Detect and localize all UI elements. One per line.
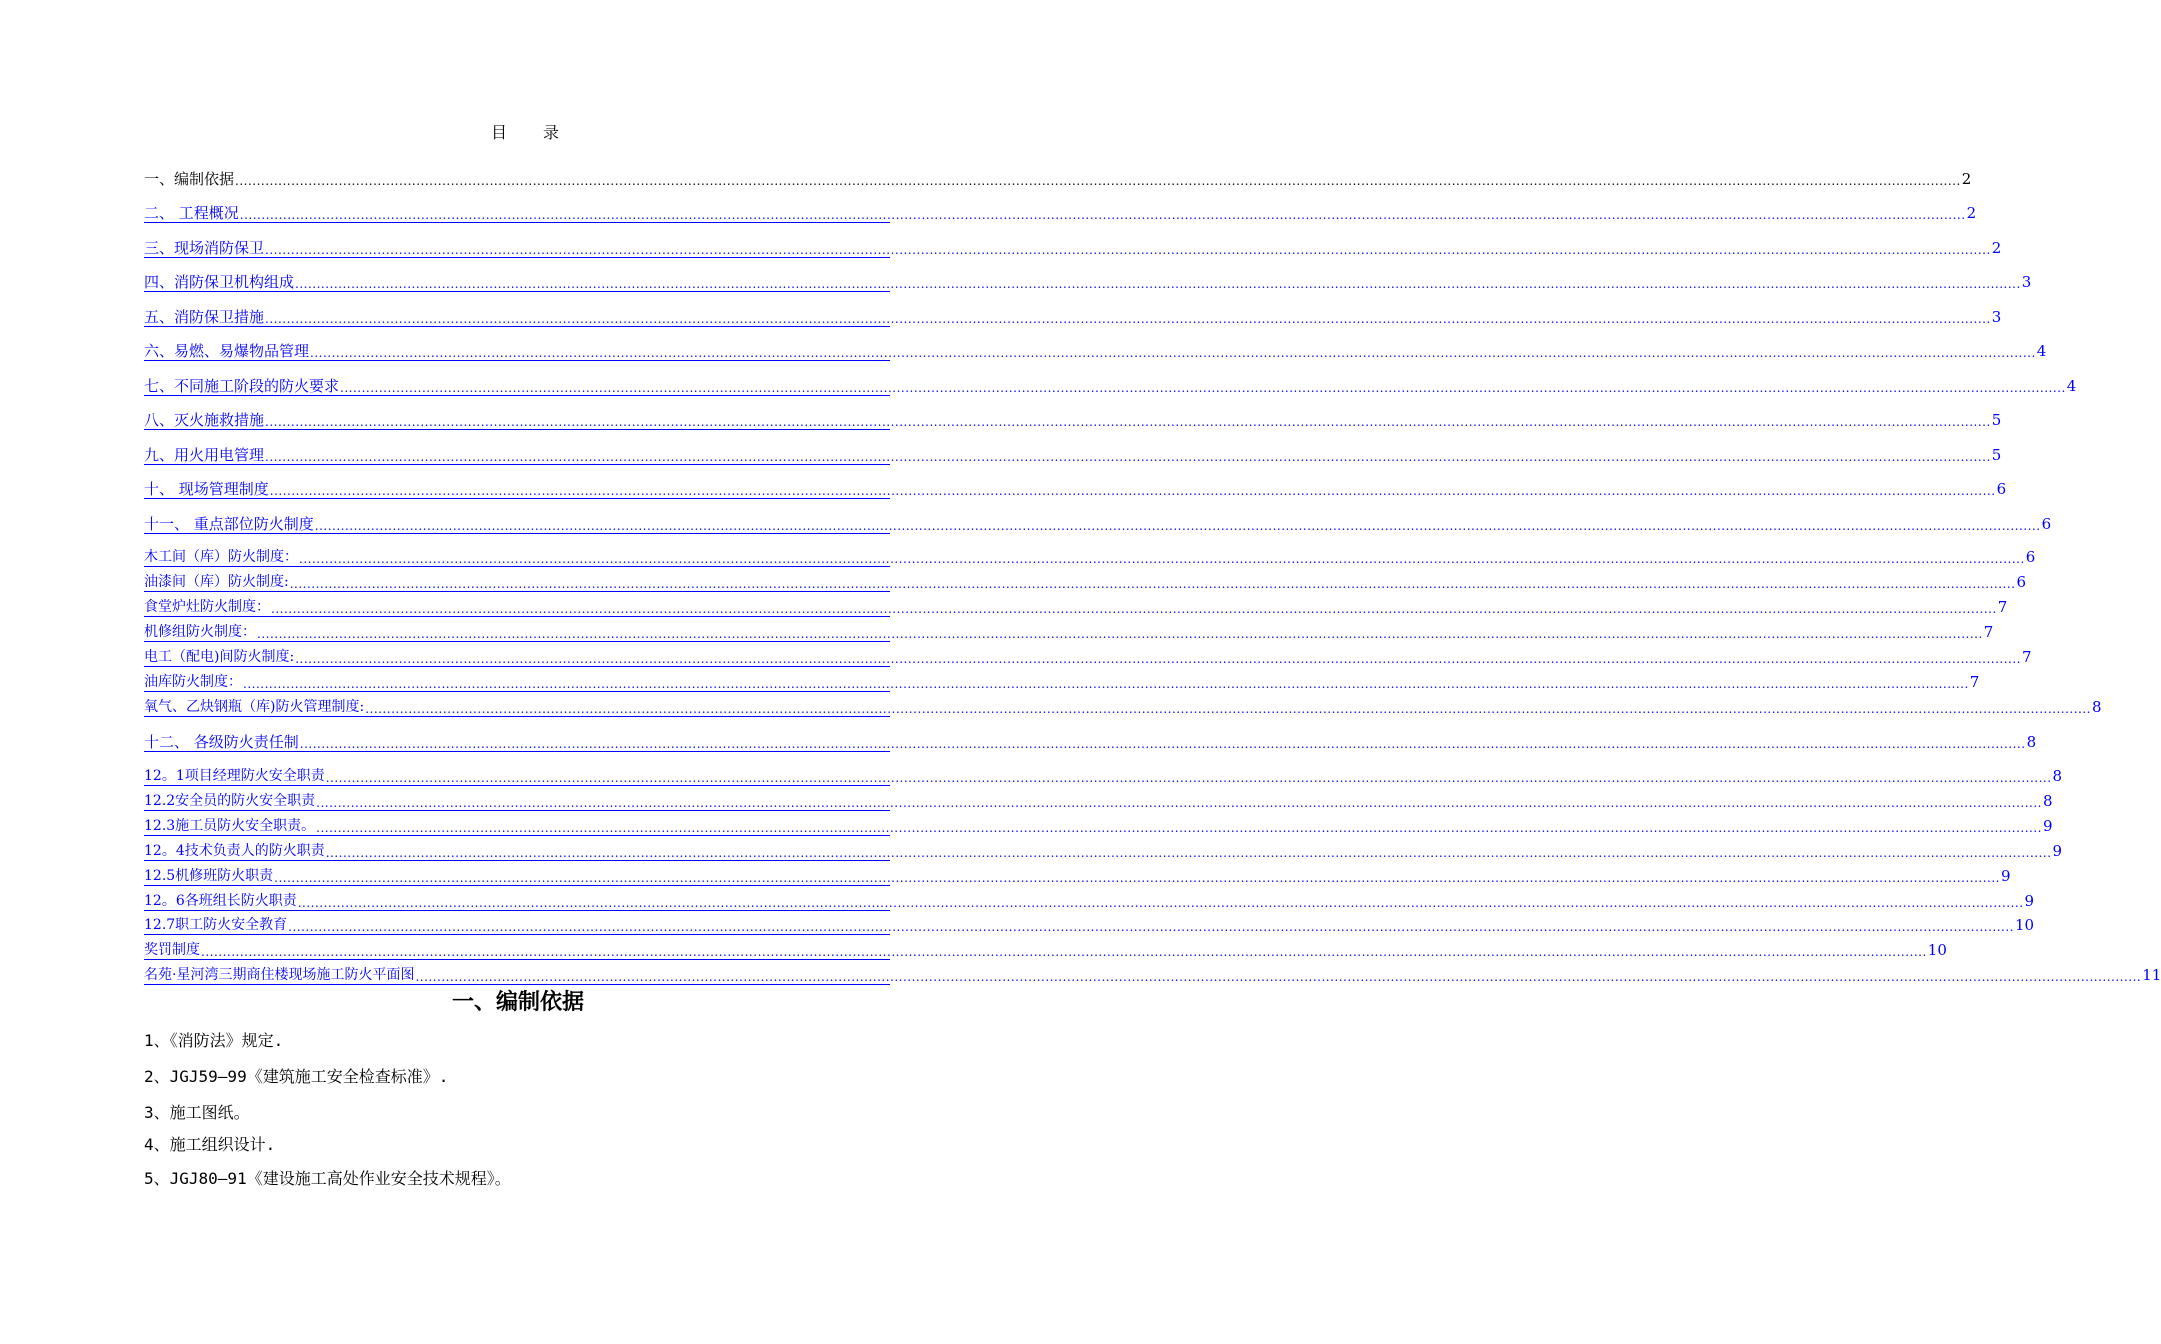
toc-entry[interactable] — [144, 204, 1977, 223]
toc-entry[interactable] — [144, 548, 2036, 567]
toc-entry-page: 6 — [1996, 480, 2007, 498]
toc-entry[interactable] — [144, 966, 2161, 985]
toc-entry-page: 7 — [2021, 648, 2032, 666]
toc-entry-page: 9 — [2052, 842, 2063, 860]
toc-leader-dots: ................................................................................................................................................................................................................................................................................................................................................................................................................ — [295, 652, 2021, 666]
toc-entry-label: 七、不同施工阶段的防火要求 — [144, 377, 340, 395]
toc-entry-label: 十一、 重点部位防火制度 — [144, 515, 314, 533]
toc-entry[interactable] — [144, 573, 2027, 592]
toc-entry-label: 十、 现场管理制度 — [144, 480, 269, 498]
toc-leader-dots: ................................................................................................................................................................................................................................................................................................................................................................................................................ — [274, 871, 2000, 885]
toc-entry-page: 9 — [2024, 892, 2035, 910]
toc-leader-dots: ................................................................................................................................................................................................................................................................................................................................................................................................................ — [289, 577, 2016, 591]
toc-entry-page: 7 — [1969, 673, 1980, 691]
toc-entry-page: 6 — [2041, 515, 2052, 533]
toc-entry-label: 12.2安全员的防火安全职责 — [144, 793, 316, 809]
toc-entry-label: 12。1项目经理防火安全职责 — [144, 768, 325, 784]
toc-entry-page: 8 — [2026, 733, 2037, 751]
toc-entry-label: 六、易燃、易爆物品管理 — [144, 342, 310, 360]
toc-entry[interactable] — [144, 867, 2011, 886]
toc-entry-page: 9 — [2042, 817, 2053, 835]
toc-leader-dots: ................................................................................................................................................................................................................................................................................................................................................................................................................ — [365, 702, 2091, 716]
toc-entry-page: 11 — [2142, 966, 2161, 984]
toc-entry[interactable] — [144, 767, 2063, 786]
toc-entry[interactable] — [144, 342, 2047, 361]
toc-entry-label: 电工（配电)间防火制度: — [144, 649, 295, 665]
toc-entry-page: 7 — [1997, 598, 2008, 616]
toc-entry[interactable] — [144, 623, 1994, 642]
toc-entry-label: 四、消防保卫机构组成 — [144, 273, 295, 291]
toc-title-char-2: 录 — [543, 123, 560, 142]
toc-entry[interactable] — [144, 817, 2053, 836]
toc-entry[interactable] — [144, 480, 2007, 499]
toc-entry[interactable] — [144, 792, 2053, 811]
toc-entry-page: 2 — [1966, 204, 1977, 222]
toc-leader-dots: ................................................................................................................................................................................................................................................................................................................................................................................................................ — [235, 174, 1961, 188]
toc-entry-label: 12.3施工员防火安全职责。 — [144, 818, 316, 834]
toc-leader-dots: ................................................................................................................................................................................................................................................................................................................................................................................................................ — [340, 381, 2066, 395]
toc-entry-page: 8 — [2042, 792, 2053, 810]
toc-entry[interactable] — [144, 377, 2077, 396]
toc-entry[interactable] — [144, 673, 1980, 692]
toc-entry-label: 油库防火制度： — [144, 674, 242, 690]
toc-entry-label: 二、 工程概况 — [144, 204, 239, 222]
toc-entry-label: 食堂炉灶防火制度： — [144, 599, 270, 615]
toc-entry-page: 6 — [2025, 548, 2036, 566]
toc-entry-label: 机修组防火制度： — [144, 624, 256, 640]
toc-leader-dots: ................................................................................................................................................................................................................................................................................................................................................................................................................ — [325, 771, 2052, 785]
toc-entry-page: 2 — [1991, 239, 2002, 257]
toc-entry-page: 8 — [2091, 698, 2102, 716]
toc-entry — [144, 170, 1972, 188]
toc-entry[interactable] — [144, 273, 2032, 292]
toc-entry-label: 12.5机修班防火职责 — [144, 868, 274, 884]
toc-entry[interactable] — [144, 733, 2037, 752]
toc-leader-dots: ................................................................................................................................................................................................................................................................................................................................................................................................................ — [325, 846, 2052, 860]
toc-leader-dots: ................................................................................................................................................................................................................................................................................................................................................................................................................ — [310, 346, 2036, 360]
toc-leader-dots: ................................................................................................................................................................................................................................................................................................................................................................................................................ — [288, 920, 2014, 934]
toc-entry-page: 10 — [1927, 941, 1947, 959]
toc-entry[interactable] — [144, 892, 2035, 911]
toc-entry-label: 一、编制依据 — [144, 170, 235, 188]
toc-entry[interactable] — [144, 916, 2035, 935]
toc-leader-dots: ................................................................................................................................................................................................................................................................................................................................................................................................................ — [271, 602, 1997, 616]
toc-entry[interactable] — [144, 308, 2002, 327]
toc-entry-label: 12.7职工防火安全教育 — [144, 917, 288, 933]
toc-entry-label: 奖罚制度 — [144, 942, 200, 958]
toc-leader-dots: ................................................................................................................................................................................................................................................................................................................................................................................................................ — [299, 737, 2026, 751]
toc-entry-label: 木工间（库）防火制度： — [144, 549, 298, 565]
toc-entry-page: 5 — [1991, 446, 2002, 464]
toc-leader-dots: ................................................................................................................................................................................................................................................................................................................................................................................................................ — [201, 945, 1927, 959]
basis-item: 4、施工组织设计. — [144, 1135, 276, 1154]
toc-entry[interactable] — [144, 411, 2002, 430]
basis-item: 1、《消防法》规定. — [144, 1031, 284, 1050]
toc-entry-page: 8 — [2052, 767, 2063, 785]
toc-entry[interactable] — [144, 598, 2008, 617]
basis-item: 2、JGJ59—99《建筑施工安全检查标准》. — [144, 1067, 449, 1086]
toc-entry-page: 6 — [2016, 573, 2027, 591]
toc-leader-dots: ................................................................................................................................................................................................................................................................................................................................................................................................................ — [265, 312, 1991, 326]
toc-entry-page: 4 — [2036, 342, 2047, 360]
toc-entry-label: 氧气、乙炔钢瓶（库)防火管理制度: — [144, 699, 365, 715]
toc-leader-dots: ................................................................................................................................................................................................................................................................................................................................................................................................................ — [297, 896, 2024, 910]
toc-entry-page: 3 — [1991, 308, 2002, 326]
toc-entry[interactable] — [144, 842, 2063, 861]
toc-entry-label: 油漆间（库）防火制度: — [144, 574, 289, 590]
toc-leader-dots: ................................................................................................................................................................................................................................................................................................................................................................................................................ — [243, 677, 1969, 691]
toc-entry-page: 7 — [1983, 623, 1994, 641]
toc-leader-dots: ................................................................................................................................................................................................................................................................................................................................................................................................................ — [314, 519, 2041, 533]
toc-entry-label: 五、消防保卫措施 — [144, 308, 265, 326]
toc-title-char-1: 目 — [490, 123, 507, 142]
toc-entry-page: 2 — [1961, 170, 1972, 188]
section-heading: 一、编制依据 — [451, 990, 584, 1015]
toc-leader-dots: ................................................................................................................................................................................................................................................................................................................................................................................................................ — [265, 450, 1991, 464]
toc-entry-page: 10 — [2014, 916, 2035, 934]
toc-leader-dots: ................................................................................................................................................................................................................................................................................................................................................................................................................ — [265, 415, 1991, 429]
toc-entry-label: 名苑·星河湾三期商住楼现场施工防火平面图 — [144, 967, 415, 983]
toc-entry[interactable] — [144, 698, 2102, 717]
toc-entry[interactable] — [144, 515, 2052, 534]
toc-entry[interactable] — [144, 941, 1947, 960]
toc-entry-label: 八、灭火施救措施 — [144, 411, 265, 429]
toc-entry-label: 九、用火用电管理 — [144, 446, 265, 464]
toc-entry-label: 12。4技术负责人的防火职责 — [144, 843, 325, 859]
toc-entry-page: 9 — [2000, 867, 2011, 885]
toc-entry[interactable] — [144, 239, 2002, 258]
toc-leader-dots: ................................................................................................................................................................................................................................................................................................................................................................................................................ — [299, 552, 2025, 566]
toc-entry-page: 3 — [2021, 273, 2032, 291]
toc-leader-dots: ................................................................................................................................................................................................................................................................................................................................................................................................................ — [265, 243, 1991, 257]
toc-leader-dots: ................................................................................................................................................................................................................................................................................................................................................................................................................ — [295, 277, 2021, 291]
toc-entry[interactable] — [144, 446, 2002, 465]
toc-leader-dots: ................................................................................................................................................................................................................................................................................................................................................................................................................ — [239, 208, 1966, 222]
toc-entry-label: 十二、 各级防火责任制 — [144, 733, 299, 751]
toc-entry-label: 三、现场消防保卫 — [144, 239, 265, 257]
toc-leader-dots: ................................................................................................................................................................................................................................................................................................................................................................................................................ — [316, 796, 2042, 810]
toc-entry-label: 12。6各班组长防火职责 — [144, 893, 297, 909]
basis-item: 3、施工图纸。 — [144, 1103, 250, 1122]
basis-item: 5、JGJ80—91《建设施工高处作业安全技术规程》。 — [144, 1169, 511, 1188]
toc-leader-dots: ................................................................................................................................................................................................................................................................................................................................................................................................................ — [316, 821, 2042, 835]
toc-leader-dots: ................................................................................................................................................................................................................................................................................................................................................................................................................ — [269, 484, 1996, 498]
toc-leader-dots: ................................................................................................................................................................................................................................................................................................................................................................................................................ — [257, 627, 1983, 641]
toc-entry-page: 5 — [1991, 411, 2002, 429]
toc-title — [0, 120, 1050, 143]
toc-leader-dots: ................................................................................................................................................................................................................................................................................................................................................................................................................ — [415, 970, 2142, 984]
toc-entry-page: 4 — [2066, 377, 2077, 395]
toc-entry[interactable] — [144, 648, 2032, 667]
